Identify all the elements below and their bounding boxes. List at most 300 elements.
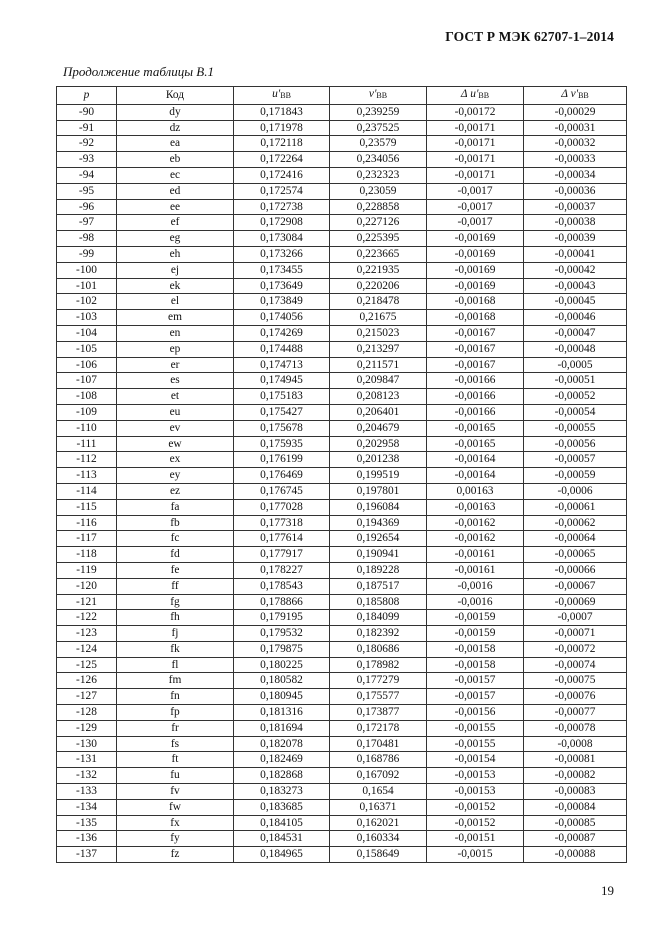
table-cell: -0,00072 (524, 641, 627, 657)
table-cell: -0,00042 (524, 262, 627, 278)
table-cell: ew (117, 436, 234, 452)
table-cell: fn (117, 689, 234, 705)
table-cell: 0,184099 (330, 610, 427, 626)
page-number: 19 (601, 883, 614, 898)
table-cell: -0,00043 (524, 278, 627, 294)
table-cell: -0,00046 (524, 310, 627, 326)
table-cell: 0,185808 (330, 594, 427, 610)
column-header-subscript: BB (376, 91, 388, 100)
table-row (57, 815, 627, 831)
table-cell: 0,172574 (234, 183, 330, 199)
table-cell: -104 (57, 325, 117, 341)
table-cell: -0,00056 (524, 436, 627, 452)
table-row (57, 705, 627, 721)
table-cell: -134 (57, 799, 117, 815)
table-cell: -115 (57, 499, 117, 515)
table-cell: ff (117, 578, 234, 594)
table-cell: ez (117, 483, 234, 499)
column-header-subscript: BB (478, 91, 490, 100)
table-cell: 0,204679 (330, 420, 427, 436)
table-cell: -0,00158 (427, 641, 524, 657)
table-cell: fx (117, 815, 234, 831)
table-row (57, 152, 627, 168)
table-cell: -114 (57, 483, 117, 499)
table-cell: fs (117, 736, 234, 752)
table-row (57, 531, 627, 547)
table-cell: er (117, 357, 234, 373)
table-cell: 0,211571 (330, 357, 427, 373)
table-cell: ee (117, 199, 234, 215)
table-row (57, 404, 627, 420)
table-cell: 0,23059 (330, 183, 427, 199)
table-cell: 0,192654 (330, 531, 427, 547)
table-cell: -0,00153 (427, 768, 524, 784)
table-cell: -125 (57, 657, 117, 673)
table-cell: -0,00047 (524, 325, 627, 341)
table-row (57, 547, 627, 563)
table-cell: -0,00064 (524, 531, 627, 547)
table-cell: 0,237525 (330, 120, 427, 136)
table-cell: -0,00154 (427, 752, 524, 768)
table-row (57, 436, 627, 452)
table-row (57, 720, 627, 736)
table-cell: -0,00081 (524, 752, 627, 768)
table-cell: 0,162021 (330, 815, 427, 831)
table-cell: -0,00157 (427, 689, 524, 705)
table-cell: -91 (57, 120, 117, 136)
table-cell: -112 (57, 452, 117, 468)
table-cell: fp (117, 705, 234, 721)
table-cell: -0,00033 (524, 152, 627, 168)
table-cell: -0,0005 (524, 357, 627, 373)
table-cell: -0,00169 (427, 246, 524, 262)
table-cell: 0,199519 (330, 468, 427, 484)
table-cell: -0,00164 (427, 468, 524, 484)
column-header (117, 87, 234, 105)
table-cell: 0,206401 (330, 404, 427, 420)
table-cell: -0,00088 (524, 847, 627, 863)
column-header (57, 87, 117, 105)
table-row (57, 199, 627, 215)
table-cell: -0,00169 (427, 278, 524, 294)
table-cell: ea (117, 136, 234, 152)
table-cell: -0,00031 (524, 120, 627, 136)
table-cell: -99 (57, 246, 117, 262)
column-header (330, 87, 427, 105)
table-cell: -0,00155 (427, 736, 524, 752)
table-row (57, 167, 627, 183)
table-cell: -0,00039 (524, 231, 627, 247)
table-row (57, 641, 627, 657)
table-cell: 0,172178 (330, 720, 427, 736)
table-cell: -0,00045 (524, 294, 627, 310)
table-cell: -113 (57, 468, 117, 484)
table-cell: 0,189228 (330, 562, 427, 578)
table-cell: 0,178982 (330, 657, 427, 673)
table-header-row (57, 87, 627, 105)
table-cell: 0,182868 (234, 768, 330, 784)
table-cell: eg (117, 231, 234, 247)
table-cell: 0,174488 (234, 341, 330, 357)
table-cell: 0,1654 (330, 784, 427, 800)
table-cell: 0,218478 (330, 294, 427, 310)
table-row (57, 847, 627, 863)
table-cell: ed (117, 183, 234, 199)
table-cell: -127 (57, 689, 117, 705)
column-header-label: v' (368, 88, 377, 100)
table-cell: 0,23579 (330, 136, 427, 152)
column-header (234, 87, 330, 105)
table-cell: -0,00048 (524, 341, 627, 357)
table-cell: 0,181316 (234, 705, 330, 721)
table-row (57, 799, 627, 815)
table-cell: -130 (57, 736, 117, 752)
table-cell: -0,00077 (524, 705, 627, 721)
table-cell: -132 (57, 768, 117, 784)
column-header-subscript: BB (578, 91, 589, 100)
table-cell: 0,174945 (234, 373, 330, 389)
table-cell: -0,00038 (524, 215, 627, 231)
column-header-label: p (83, 89, 90, 101)
table-cell: -111 (57, 436, 117, 452)
table-cell: 0,175183 (234, 389, 330, 405)
table-cell: -0,00075 (524, 673, 627, 689)
table-row (57, 515, 627, 531)
table-cell: -0,0006 (524, 483, 627, 499)
table-cell: 0,213297 (330, 341, 427, 357)
table-cell: -0,00087 (524, 831, 627, 847)
table-row (57, 768, 627, 784)
table-cell: fa (117, 499, 234, 515)
table-cell: fj (117, 626, 234, 642)
table-row (57, 578, 627, 594)
table-cell: -0,00168 (427, 310, 524, 326)
table-cell: -0,00155 (427, 720, 524, 736)
table-row (57, 689, 627, 705)
table-row (57, 389, 627, 405)
table-cell: fh (117, 610, 234, 626)
table-cell: -0,00169 (427, 231, 524, 247)
table-cell: -0,00062 (524, 515, 627, 531)
table-cell: dy (117, 104, 234, 120)
table-cell: -0,00156 (427, 705, 524, 721)
table-cell: 0,167092 (330, 768, 427, 784)
table-cell: 0,180582 (234, 673, 330, 689)
table-cell: ek (117, 278, 234, 294)
table-cell: 0,220206 (330, 278, 427, 294)
table-cell: 0,180686 (330, 641, 427, 657)
table-cell: fv (117, 784, 234, 800)
table-cell: -118 (57, 547, 117, 563)
table-cell: -0,00159 (427, 626, 524, 642)
table-row (57, 183, 627, 199)
table-cell: 0,175678 (234, 420, 330, 436)
table-cell: -0,00032 (524, 136, 627, 152)
table-cell: -0,00085 (524, 815, 627, 831)
table-cell: 0,227126 (330, 215, 427, 231)
table-row (57, 325, 627, 341)
table-cell: ey (117, 468, 234, 484)
table-cell: -122 (57, 610, 117, 626)
table-cell: -109 (57, 404, 117, 420)
table-row (57, 562, 627, 578)
table-cell: ep (117, 341, 234, 357)
table-cell: -0,00168 (427, 294, 524, 310)
table-row (57, 610, 627, 626)
document-header: ГОСТ Р МЭК 62707-1–2014 (445, 29, 614, 44)
table-cell: -94 (57, 167, 117, 183)
table-cell: -0,00083 (524, 784, 627, 800)
table-cell: -0,00041 (524, 246, 627, 262)
table-cell: -0,00171 (427, 120, 524, 136)
table-row (57, 499, 627, 515)
table-cell: es (117, 373, 234, 389)
table-cell: -0,00084 (524, 799, 627, 815)
table-cell: 0,173455 (234, 262, 330, 278)
table-cell: 0,184965 (234, 847, 330, 863)
column-header (524, 87, 627, 105)
table-cell: -135 (57, 815, 117, 831)
table-cell: -0,00169 (427, 262, 524, 278)
table-cell: 0,232323 (330, 167, 427, 183)
table-cell: fg (117, 594, 234, 610)
table-cell: 0,184531 (234, 831, 330, 847)
table-cell: -123 (57, 626, 117, 642)
table-cell: 0,182392 (330, 626, 427, 642)
table-cell: 0,181694 (234, 720, 330, 736)
table-row (57, 831, 627, 847)
table-cell: -0,00157 (427, 673, 524, 689)
table-cell: -0,00171 (427, 152, 524, 168)
table-row (57, 310, 627, 326)
table-cell: 0,178227 (234, 562, 330, 578)
table-cell: -0,00166 (427, 404, 524, 420)
table-cell: fd (117, 547, 234, 563)
table-cell: -0,0015 (427, 847, 524, 863)
table-cell: 0,183685 (234, 799, 330, 815)
table-cell: 0,182469 (234, 752, 330, 768)
table-cell: 0,176469 (234, 468, 330, 484)
table-cell: -0,00082 (524, 768, 627, 784)
table-cell: em (117, 310, 234, 326)
table-cell: 0,160334 (330, 831, 427, 847)
table-cell: fr (117, 720, 234, 736)
table-row (57, 357, 627, 373)
table-cell: -0,00152 (427, 799, 524, 815)
table-cell: 0,187517 (330, 578, 427, 594)
table-cell: 0,180225 (234, 657, 330, 673)
table-cell: fc (117, 531, 234, 547)
table-cell: fb (117, 515, 234, 531)
table-cell: -0,00167 (427, 341, 524, 357)
table-cell: -0,00151 (427, 831, 524, 847)
table-cell: en (117, 325, 234, 341)
table-cell: -108 (57, 389, 117, 405)
table-cell: -121 (57, 594, 117, 610)
table-cell: -0,00167 (427, 325, 524, 341)
table-cell: 0,228858 (330, 199, 427, 215)
table-cell: -95 (57, 183, 117, 199)
table-cell: 0,182078 (234, 736, 330, 752)
table-cell: 0,190941 (330, 547, 427, 563)
table-cell: 0,177614 (234, 531, 330, 547)
table-row (57, 752, 627, 768)
table-cell: 0,184105 (234, 815, 330, 831)
table-cell: 0,180945 (234, 689, 330, 705)
column-header (427, 87, 524, 105)
table-cell: 0,239259 (330, 104, 427, 120)
table-cell: 0,158649 (330, 847, 427, 863)
table-cell: eu (117, 404, 234, 420)
table-cell: -0,00074 (524, 657, 627, 673)
table-cell: -93 (57, 152, 117, 168)
table-cell: -0,00069 (524, 594, 627, 610)
table-cell: -0,00162 (427, 515, 524, 531)
table-cell: 0,172118 (234, 136, 330, 152)
table-cell: ev (117, 420, 234, 436)
table-cell: 0,175427 (234, 404, 330, 420)
table-cell: ex (117, 452, 234, 468)
table-row (57, 104, 627, 120)
table-cell: -0,00029 (524, 104, 627, 120)
table-cell: fz (117, 847, 234, 863)
table-cell: -0,00067 (524, 578, 627, 594)
table-row (57, 262, 627, 278)
table-cell: -0,00153 (427, 784, 524, 800)
table-cell: -0,00164 (427, 452, 524, 468)
table-cell: fm (117, 673, 234, 689)
table-cell: -0,00061 (524, 499, 627, 515)
table-cell: 0,197801 (330, 483, 427, 499)
table-cell: 0,177917 (234, 547, 330, 563)
table-cell: -0,00057 (524, 452, 627, 468)
table-cell: 0,173649 (234, 278, 330, 294)
table-cell: -0,0007 (524, 610, 627, 626)
table-row (57, 294, 627, 310)
table-cell: -102 (57, 294, 117, 310)
table-row (57, 784, 627, 800)
table-cell: 0,183273 (234, 784, 330, 800)
table-cell: 0,174713 (234, 357, 330, 373)
table-cell: -106 (57, 357, 117, 373)
table-cell: 0,173266 (234, 246, 330, 262)
table-cell: 0,234056 (330, 152, 427, 168)
table-cell: -129 (57, 720, 117, 736)
table-row (57, 673, 627, 689)
table-cell: -133 (57, 784, 117, 800)
table-cell: 0,194369 (330, 515, 427, 531)
column-header-label: u' (272, 88, 281, 100)
table-body (57, 104, 627, 862)
table-row (57, 341, 627, 357)
table-cell: 0,177028 (234, 499, 330, 515)
table-cell: -0,00051 (524, 373, 627, 389)
table-cell: 0,172908 (234, 215, 330, 231)
table-cell: -0,00036 (524, 183, 627, 199)
table-row (57, 483, 627, 499)
table-cell: -0,0016 (427, 578, 524, 594)
table-row (57, 246, 627, 262)
table-cell: 0,177318 (234, 515, 330, 531)
table-cell: -0,00167 (427, 357, 524, 373)
table-cell: -0,00054 (524, 404, 627, 420)
table-cell: 0,00163 (427, 483, 524, 499)
table-cell: -100 (57, 262, 117, 278)
table-cell: -131 (57, 752, 117, 768)
table-cell: -92 (57, 136, 117, 152)
table-cell: 0,225395 (330, 231, 427, 247)
table-cell: -137 (57, 847, 117, 863)
table-cell: -0,00161 (427, 562, 524, 578)
table-cell: -0,0017 (427, 199, 524, 215)
column-header-label: Код (165, 89, 185, 101)
table-cell: 0,178543 (234, 578, 330, 594)
table-cell: -90 (57, 104, 117, 120)
table-cell: eh (117, 246, 234, 262)
table-row (57, 373, 627, 389)
table-cell: 0,173084 (234, 231, 330, 247)
table-cell: -0,00076 (524, 689, 627, 705)
table-cell: 0,21675 (330, 310, 427, 326)
table-cell: 0,221935 (330, 262, 427, 278)
table-cell: ej (117, 262, 234, 278)
table-cell: -97 (57, 215, 117, 231)
table-cell: eb (117, 152, 234, 168)
table-row (57, 420, 627, 436)
table-cell: -0,00152 (427, 815, 524, 831)
table-cell: -0,00055 (524, 420, 627, 436)
table-cell: fk (117, 641, 234, 657)
table-cell: 0,16371 (330, 799, 427, 815)
table-cell: -0,00166 (427, 389, 524, 405)
table-cell: fw (117, 799, 234, 815)
table-cell: -120 (57, 578, 117, 594)
table-cell: -117 (57, 531, 117, 547)
column-header-label: Δ v' (561, 88, 579, 100)
table-cell: 0,175935 (234, 436, 330, 452)
table-cell: fu (117, 768, 234, 784)
table-row (57, 452, 627, 468)
table-cell: -0,00059 (524, 468, 627, 484)
data-table (56, 86, 627, 863)
table-cell: 0,168786 (330, 752, 427, 768)
table-cell: 0,201238 (330, 452, 427, 468)
table-cell: -0,00159 (427, 610, 524, 626)
table-row (57, 468, 627, 484)
table-row (57, 120, 627, 136)
column-header-subscript: BB (280, 91, 291, 100)
table-cell: el (117, 294, 234, 310)
table-row (57, 215, 627, 231)
table-cell: -0,00065 (524, 547, 627, 563)
table-cell: -119 (57, 562, 117, 578)
table-cell: -126 (57, 673, 117, 689)
table-cell: 0,179875 (234, 641, 330, 657)
table-row (57, 594, 627, 610)
table-cell: 0,196084 (330, 499, 427, 515)
table-cell: 0,173849 (234, 294, 330, 310)
table-cell: 0,173877 (330, 705, 427, 721)
table-cell: fl (117, 657, 234, 673)
table-cell: dz (117, 120, 234, 136)
table-cell: et (117, 389, 234, 405)
table-cell: -0,00052 (524, 389, 627, 405)
table-cell: 0,172738 (234, 199, 330, 215)
table-cell: -136 (57, 831, 117, 847)
table-cell: -128 (57, 705, 117, 721)
table-cell: 0,171843 (234, 104, 330, 120)
table-cell: ft (117, 752, 234, 768)
